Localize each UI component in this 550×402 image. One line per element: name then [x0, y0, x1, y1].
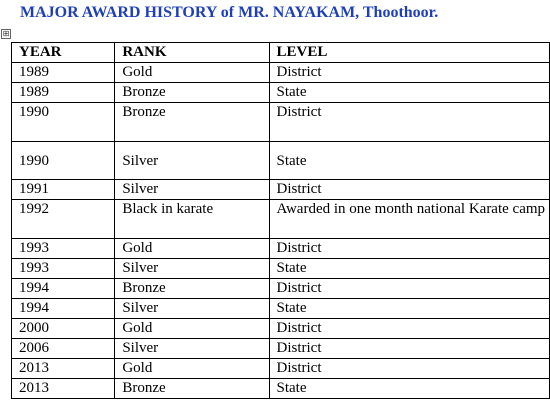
rank-cell: Bronze	[115, 103, 269, 142]
column-header-rank: RANK	[115, 43, 269, 63]
level-cell: State	[269, 259, 550, 279]
rank-cell: Gold	[115, 359, 269, 379]
column-header-level: LEVEL	[269, 43, 550, 63]
table-row	[12, 83, 550, 103]
level-cell: District	[269, 180, 550, 200]
table-move-handle-icon[interactable]: ⊞	[2, 29, 10, 38]
table-row	[12, 339, 550, 359]
table-row	[12, 239, 550, 259]
year-cell: 1992	[12, 200, 115, 239]
rank-cell: Black in karate	[115, 200, 269, 239]
rank-cell: Silver	[115, 259, 269, 279]
year-cell: 2013	[12, 359, 115, 379]
rank-cell: Bronze	[115, 279, 269, 299]
table-row	[12, 319, 550, 339]
year-cell: 2013	[12, 379, 115, 399]
table-row	[12, 63, 550, 83]
rank-cell: Silver	[115, 142, 269, 180]
level-cell: District	[269, 103, 550, 142]
level-cell: District	[269, 279, 550, 299]
rank-cell: Silver	[115, 339, 269, 359]
table-row	[12, 279, 550, 299]
level-cell: Awarded in one month national Karate camp	[269, 200, 550, 239]
year-cell: 1994	[12, 299, 115, 319]
column-header-year: YEAR	[12, 43, 115, 63]
award-history-table	[11, 42, 550, 399]
table-row	[12, 379, 550, 399]
year-cell: 2000	[12, 319, 115, 339]
year-cell: 1994	[12, 279, 115, 299]
rank-cell: Silver	[115, 299, 269, 319]
table-row	[12, 299, 550, 319]
table-row	[12, 200, 550, 239]
rank-cell: Gold	[115, 63, 269, 83]
rank-cell: Gold	[115, 319, 269, 339]
year-cell: 1993	[12, 239, 115, 259]
level-cell: State	[269, 83, 550, 103]
rank-cell: Bronze	[115, 379, 269, 399]
document-title: MAJOR AWARD HISTORY of MR. NAYAKAM, Thoothoor.	[20, 4, 439, 21]
rank-cell: Silver	[115, 180, 269, 200]
level-cell: District	[269, 239, 550, 259]
level-cell: District	[269, 319, 550, 339]
table-header-row	[12, 43, 550, 63]
table-row	[12, 259, 550, 279]
year-cell: 1990	[12, 142, 115, 180]
level-cell: District	[269, 63, 550, 83]
rank-cell: Bronze	[115, 83, 269, 103]
level-cell: State	[269, 379, 550, 399]
level-cell: District	[269, 339, 550, 359]
year-cell: 1993	[12, 259, 115, 279]
rank-cell: Gold	[115, 239, 269, 259]
table-row	[12, 103, 550, 142]
table-row	[12, 180, 550, 200]
table-row	[12, 359, 550, 379]
year-cell: 1989	[12, 63, 115, 83]
level-cell: District	[269, 359, 550, 379]
table-row	[12, 142, 550, 180]
level-cell: State	[269, 142, 550, 180]
level-cell: State	[269, 299, 550, 319]
year-cell: 1990	[12, 103, 115, 142]
year-cell: 1989	[12, 83, 115, 103]
year-cell: 1991	[12, 180, 115, 200]
year-cell: 2006	[12, 339, 115, 359]
